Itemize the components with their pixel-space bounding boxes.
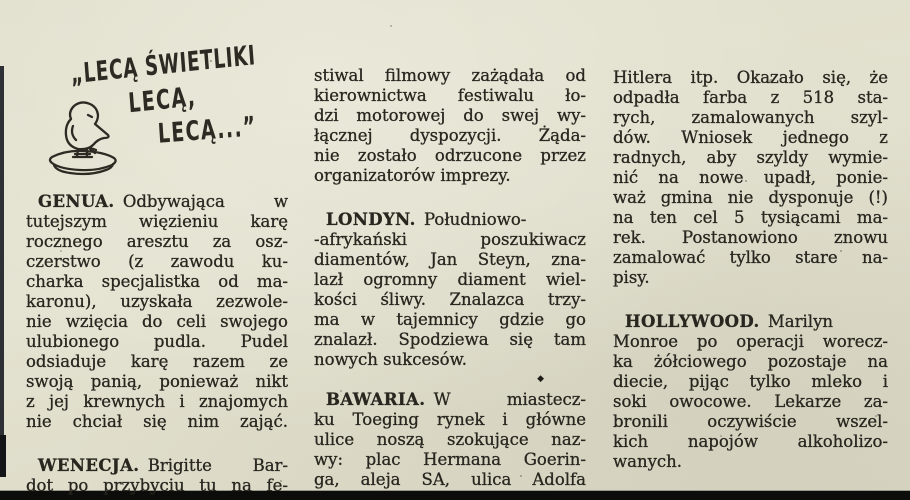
text-line: lazł ogromny diament wiel- bbox=[314, 270, 586, 289]
title-line-3: LECĄ...” bbox=[156, 111, 258, 150]
para-bawaria bbox=[314, 390, 586, 490]
title-line-1: „LECĄ ŚWIETLIKI bbox=[69, 40, 257, 91]
city-heading: BAWARIA. bbox=[326, 390, 426, 409]
text-line: swoją panią, ponieważ nikt bbox=[26, 372, 288, 391]
text-line: ku Toeging rynek i główne bbox=[314, 410, 586, 429]
text-line: rocznego aresztu za osz- bbox=[26, 232, 288, 251]
text-line: ulubionego pudla. Pudel bbox=[26, 332, 288, 351]
text-line: zamalować tylko stare na- bbox=[613, 248, 888, 267]
text-line: nić na nowe upadł, ponie- bbox=[613, 168, 888, 187]
para-hollywood bbox=[613, 312, 888, 472]
text-line: kich napojów alkoholizo- bbox=[613, 432, 888, 451]
text-line: nie chciał się nim zająć. bbox=[26, 412, 288, 431]
text-line: Hitlera itp. Okazało się, że bbox=[613, 68, 888, 87]
text-line: z jej krewnych i znajomych bbox=[26, 392, 288, 411]
text-line: diecie, pijąc tylko mleko i bbox=[613, 372, 888, 391]
text-column-1 bbox=[26, 192, 288, 496]
text-line: charka specjalistka od ma- bbox=[26, 272, 288, 291]
text-line: wanych. bbox=[613, 452, 683, 471]
text-line: Monroe po operacji worecz- bbox=[613, 332, 888, 351]
text-line: karonu), uzyskała zezwole- bbox=[26, 292, 288, 311]
text-line: HOLLYWOOD. Marilyn bbox=[625, 312, 834, 331]
text-line: pisy. bbox=[613, 268, 650, 287]
para-wenecja bbox=[26, 456, 288, 496]
city-heading: LONDYN. bbox=[326, 210, 416, 229]
bird-on-plate-icon bbox=[40, 94, 126, 182]
text-line: ulice noszą szokujące naz- bbox=[314, 430, 586, 449]
text-line: GENUA. Odbywająca w bbox=[38, 192, 288, 211]
scan-edge-left bbox=[0, 66, 4, 477]
text-line: nowych sukcesów. bbox=[314, 350, 468, 369]
text-line: kierownictwa festiwalu ło- bbox=[314, 86, 586, 105]
text-line: rek. Postanowiono znowu bbox=[613, 228, 888, 247]
section-divider-diamond-icon: ◆ bbox=[537, 374, 544, 384]
text-line: waż gmina nie dysponuje (!) bbox=[613, 188, 888, 207]
text-line: stiwal filmowy zażądała od bbox=[314, 66, 586, 85]
text-line: WENECJA. Brigitte Bar- bbox=[38, 456, 288, 475]
text-line: ga, aleja SA, ulica Adolfa bbox=[314, 470, 586, 489]
city-heading: HOLLYWOOD. bbox=[625, 312, 760, 331]
text-line: na ten cel 5 tysiącami ma- bbox=[613, 208, 888, 227]
para-londyn bbox=[314, 210, 586, 370]
text-line: czerstwo (z zawodu ku- bbox=[26, 252, 288, 271]
text-line: tutejszym więzieniu karę bbox=[26, 212, 288, 231]
text-line: ma w tajemnicy gdzie go bbox=[314, 310, 586, 329]
text-column-2 bbox=[314, 66, 586, 490]
text-line: LONDYN. Południowo- bbox=[326, 210, 527, 229]
text-line: dzi motorowej do swej wy- bbox=[314, 106, 586, 125]
text-line: wy: plac Hermana Goerin- bbox=[314, 450, 586, 469]
city-heading: GENUA. bbox=[38, 192, 115, 211]
text-line: nie wzięcia do celi swojego bbox=[26, 312, 288, 331]
text-line: dot po przybyciu tu na fe- bbox=[26, 476, 288, 495]
text-line: organizatorów imprezy. bbox=[314, 166, 511, 185]
scan-edge-left-dark bbox=[0, 435, 6, 477]
text-line: kości śliwy. Znalazca trzy- bbox=[314, 290, 586, 309]
text-line: ka żółciowego pozostaje na bbox=[613, 352, 888, 371]
text-line: soki owocowe. Lekarze za- bbox=[613, 392, 888, 411]
text-column-3 bbox=[613, 68, 888, 472]
title-line-2: LECĄ, bbox=[127, 81, 198, 120]
text-line: łącznej dyspozycji. Żąda- bbox=[314, 126, 586, 145]
para-bawaria-continued bbox=[613, 68, 888, 288]
text-line: nie zostało odrzucone przez bbox=[314, 146, 586, 165]
para-wenecja-continued bbox=[314, 66, 586, 186]
text-line: dów. Wniosek jednego z bbox=[613, 128, 888, 147]
text-line: radnych, aby szyldy wymie- bbox=[613, 148, 888, 167]
text-line: bronili oczywiście wszel- bbox=[613, 412, 888, 431]
text-line: znalazł. Spodziewa się tam bbox=[314, 330, 586, 349]
text-line: BAWARIA. W miastecz- bbox=[326, 390, 586, 409]
text-line: -afrykański poszukiwacz bbox=[314, 230, 586, 249]
text-line: odpadła farba z 518 sta- bbox=[613, 88, 888, 107]
text-line: odsiaduje karę razem ze bbox=[26, 352, 288, 371]
text-line: rych, zamalowanych szyl- bbox=[613, 108, 888, 127]
text-line: diamentów, Jan Steyn, zna- bbox=[314, 250, 586, 269]
city-heading: WENECJA. bbox=[38, 456, 140, 475]
para-genua bbox=[26, 192, 288, 432]
